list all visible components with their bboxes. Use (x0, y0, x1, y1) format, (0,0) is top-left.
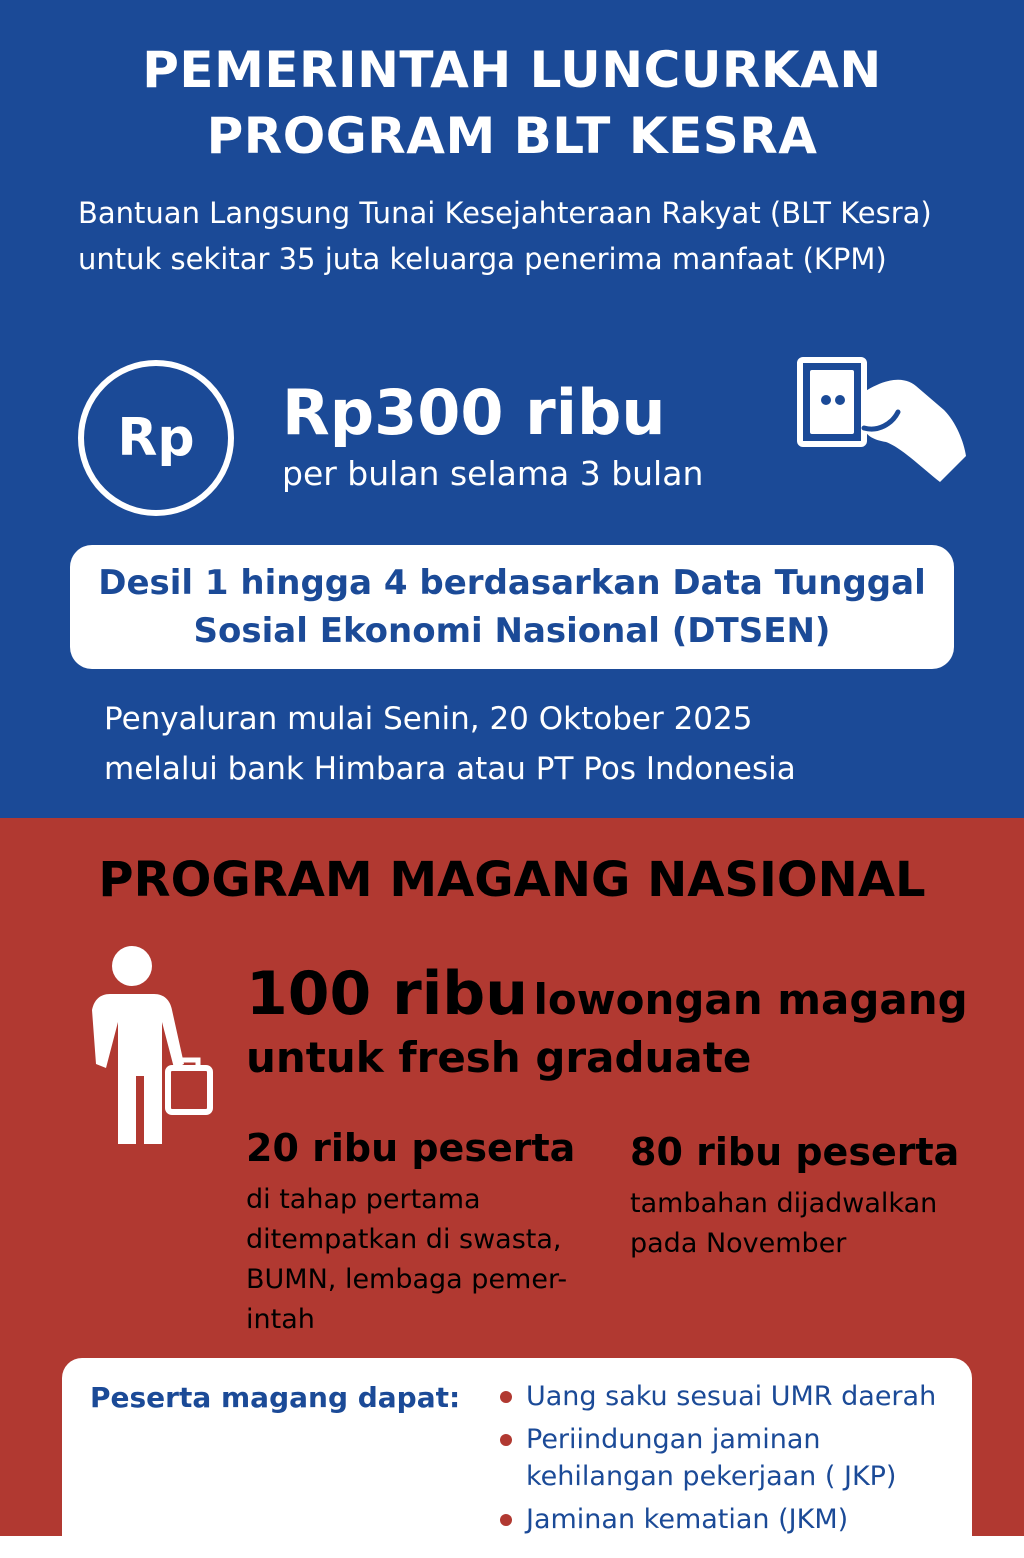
list-item (500, 1378, 972, 1415)
person-briefcase-icon (88, 944, 218, 1154)
bullet-dot-icon (500, 1434, 512, 1446)
benefit-text: Uang saku sesuai UMR daerah (526, 1381, 937, 1412)
bullet-dot-icon (500, 1391, 512, 1403)
list-item (500, 1501, 972, 1538)
benefit-text: Jaminan kematian (JKM) (526, 1504, 849, 1535)
blt-amount-note: per bulan selama 3 bulan (282, 454, 704, 493)
blt-amount: Rp300 ribu (282, 376, 666, 449)
benefit-text: Periindungan jaminan kehilangan pekerjaan ( JKP) (526, 1424, 897, 1492)
bullet-dot-icon (500, 1514, 512, 1526)
cash-hand-icon (794, 352, 970, 492)
magang-headline-line2: untuk fresh graduate (246, 1033, 752, 1082)
blt-intro: Bantuan Langsung Tunai Kesejahteraan Rakyat (BLT Kesra) untuk sekitar 35 juta keluarga penerima manfaat (KPM) (78, 196, 932, 276)
magang-title: PROGRAM MAGANG NASIONAL (98, 852, 926, 908)
phase2-text: tambahan dijadwalkan pada November (630, 1188, 938, 1259)
distribution-line2: melalui bank Himbara atau PT Pos Indonesia (104, 751, 796, 787)
criteria-line2: Sosial Ekonomi Nasional (DTSEN) (193, 611, 831, 651)
phase1-block (246, 1124, 606, 1340)
distribution-line1: Penyaluran mulai Senin, 20 Oktober 2025 (104, 701, 753, 737)
phase2-head: 80 ribu peserta (630, 1130, 960, 1174)
blt-title-line2: PROGRAM BLT KESRA (206, 107, 818, 165)
phase1-head: 20 ribu peserta (246, 1126, 576, 1170)
benefits-box (62, 1358, 972, 1558)
magang-headline-rest: lowongan magang (533, 975, 968, 1024)
criteria-box (70, 545, 954, 669)
blt-title-line1: PEMERINTAH LUNCURKAN (142, 41, 882, 99)
rupiah-symbol: Rp (117, 408, 195, 468)
rupiah-icon (78, 360, 234, 516)
magang-headline-number: 100 ribu (246, 959, 528, 1029)
distribution-info (104, 694, 984, 794)
benefits-list (500, 1378, 972, 1544)
phase2-block (630, 1128, 1000, 1264)
phase1-text: di tahap pertama ditempatkan di swasta, BUMN, lembaga pemer-intah (246, 1184, 568, 1335)
benefits-label: Peserta magang dapat: (90, 1381, 461, 1414)
list-item (500, 1421, 972, 1495)
criteria-line1: Desil 1 hingga 4 berdasarkan Data Tunggal (98, 563, 926, 603)
